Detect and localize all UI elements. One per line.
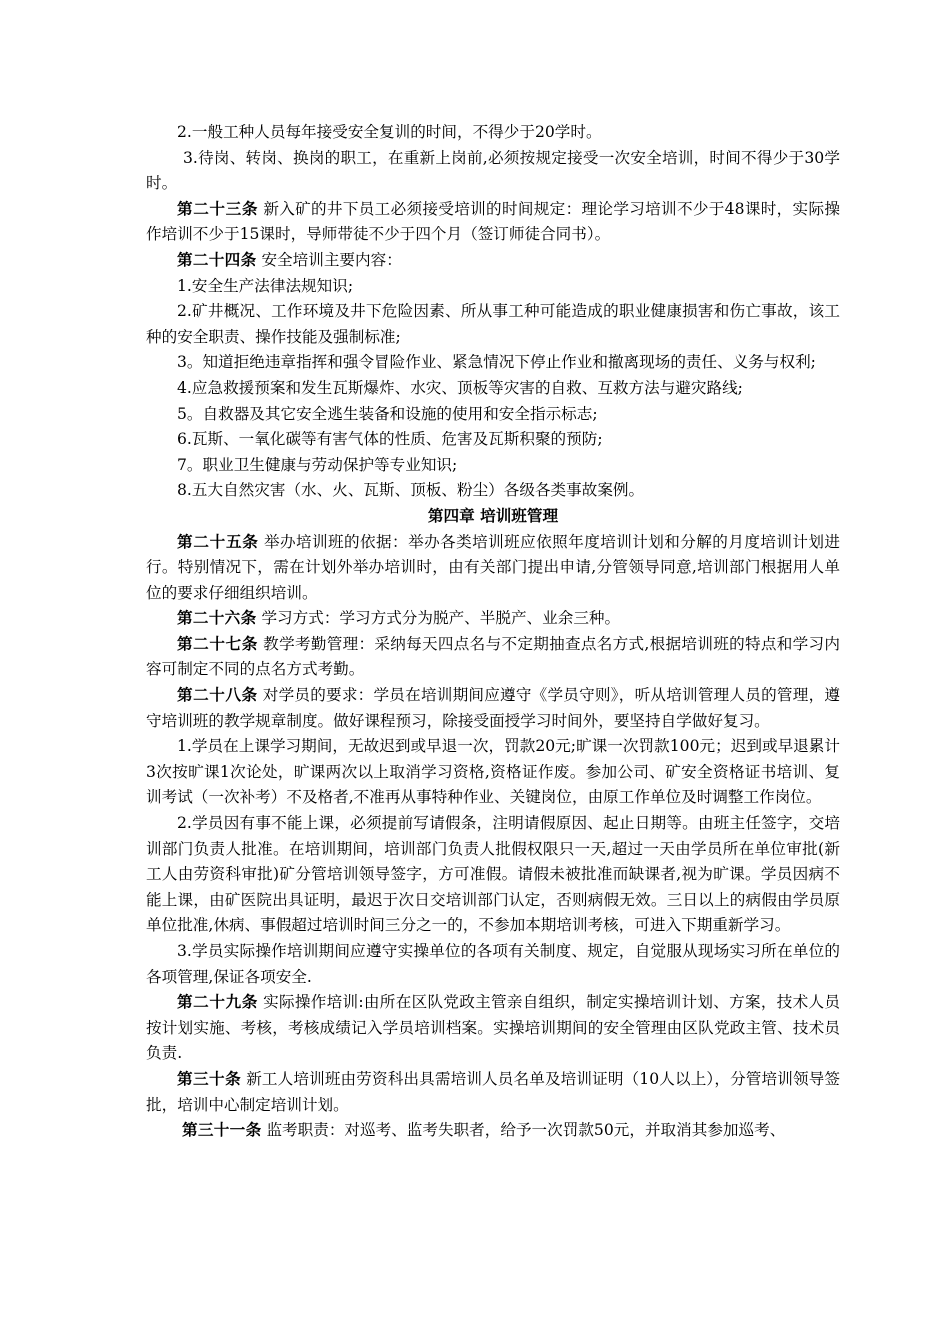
article-number: 第二十九条 <box>177 993 258 1012</box>
article-number: 第三十条 <box>177 1069 242 1088</box>
article-27: 第二十七条 教学考勤管理：采纳每天四点名与不定期抽查点名方式,根据培训班的特点和学习内容可制定不同的点名方式考勤。 <box>146 634 840 679</box>
article-31: 第三十一条 监考职责：对巡考、监考失职者，给予一次罚款50元，并取消其参加巡考、 <box>182 1121 786 1140</box>
list-item-5: 5。自救器及其它安全逃生装备和设施的使用和安全指示标志; <box>177 404 598 423</box>
article-24: 第二十四条 安全培训主要内容： <box>177 250 402 269</box>
document-page <box>146 120 840 1144</box>
article-29: 第二十九条 实际操作培训:由所在区队党政主管亲自组织，制定实操培训计划、方案，技术人员按计划实施、考核，考核成绩记入学员培训档案。实操培训期间的安全管理由区队党政主管、技术员负责. <box>146 993 840 1063</box>
list-item-1: 1.安全生产法律法规知识; <box>177 276 354 295</box>
article-number: 第二十七条 <box>177 634 258 653</box>
list-item-6: 6.瓦斯、一氧化碳等有害气体的性质、危害及瓦斯积聚的预防; <box>177 430 603 449</box>
list-item-4: 4.应急救援预案和发生瓦斯爆炸、水灾、顶板等灾害的自救、互救方法与避灾路线; <box>177 378 743 397</box>
list-item-3: 3。知道拒绝违章指挥和强令冒险作业、紧急情况下停止作业和撤离现场的责任、义务与权利; <box>177 353 816 372</box>
article-23: 第二十三条 新入矿的井下员工必须接受培训的时间规定：理论学习培训不少于48课时，实际操作培训不少于15课时，导师带徒不少于四个月（签订师徒合同书）。 <box>146 199 840 244</box>
article-number: 第二十三条 <box>177 199 259 218</box>
chapter-heading: 第四章 培训班管理 <box>427 506 559 525</box>
list-item-2: 2.矿井概况、工作环境及井下危险因素、所从事工种可能造成的职业健康损害和伤亡事故，该工种的安全职责、操作技能及强制标准; <box>146 302 840 346</box>
article-number: 第二十八条 <box>177 686 258 705</box>
article-number: 第二十四条 <box>177 250 257 269</box>
paragraph-item-2: 2.一般工种人员每年接受安全复训的时间，不得少于20学时。 <box>177 123 602 141</box>
article-number: 第三十一条 <box>182 1121 262 1140</box>
article-number: 第二十六条 <box>177 609 257 628</box>
article-26: 第二十六条 学习方式：学习方式分为脱产、半脱产、业余三种。 <box>177 609 621 628</box>
article-25: 第二十五条 举办培训班的依据：举办各类培训班应依照年度培训计划和分解的月度培训计划进行。特别情况下，需在计划外举办培训时，由有关部门提出申请,分管领导同意,培训部门根据用人单位的要求仔细组织培训。 <box>146 532 840 602</box>
article-30: 第三十条 新工人培训班由劳资科出具需培训人员名单及培训证明（10人以上），分管培训领导签批，培训中心制定培训计划。 <box>146 1069 841 1114</box>
list-item-7: 7。职业卫生健康与劳动保护等专业知识; <box>177 455 458 474</box>
rule-item-2: 2.学员因有事不能上课，必须提前写请假条，注明请假原因、起止日期等。由班主任签字，交培训部门负责人批准。在培训期间，培训部门负责人批假权限只一天,超过一天由学员所在单位审批(新工人由劳资科审批)矿分管培训领导签字，方可准假。请假未被批准而缺课者,视为旷课。学员因病不能上课，由矿医院出具证明，最迟于次日交培训部门认定，否则病假无效。三日以上的病假由学员原单位批准,休病、事假超过培训时间三分之一的，不参加本期培训考核，可进入下期重新学习。 <box>146 814 840 935</box>
list-item-8: 8.五大自然灾害（水、火、瓦斯、顶板、粉尘）各级各类事故案例。 <box>177 481 645 500</box>
article-28: 第二十八条 对学员的要求：学员在培训期间应遵守《学员守则》，听从培训管理人员的管理，遵守培训班的教学规章制度。做好课程预习，除接受面授学习时间外，要坚持自学做好复习。 <box>146 686 840 730</box>
rule-item-1: 1.学员在上课学习期间，无故迟到或早退一次，罚款20元;旷课一次罚款100元；迟到或早退累计3次按旷课1次论处，旷课两次以上取消学习资格,资格证作废。参加公司、矿安全资格证书培训、复训考试（一次补考）不及格者,不准再从事特种作业、关键岗位，由原工作单位及时调整工作岗位。 <box>146 737 840 807</box>
article-number: 第二十五条 <box>177 532 259 551</box>
paragraph-item-3: 3.待岗、转岗、换岗的职工，在重新上岗前,必须按规定接受一次安全培训，时间不得少于30学时。 <box>146 148 840 193</box>
rule-item-3: 3.学员实际操作培训期间应遵守实操单位的各项有关制度、规定，自觉服从现场实习所在单位的各项管理,保证各项安全. <box>146 942 840 986</box>
